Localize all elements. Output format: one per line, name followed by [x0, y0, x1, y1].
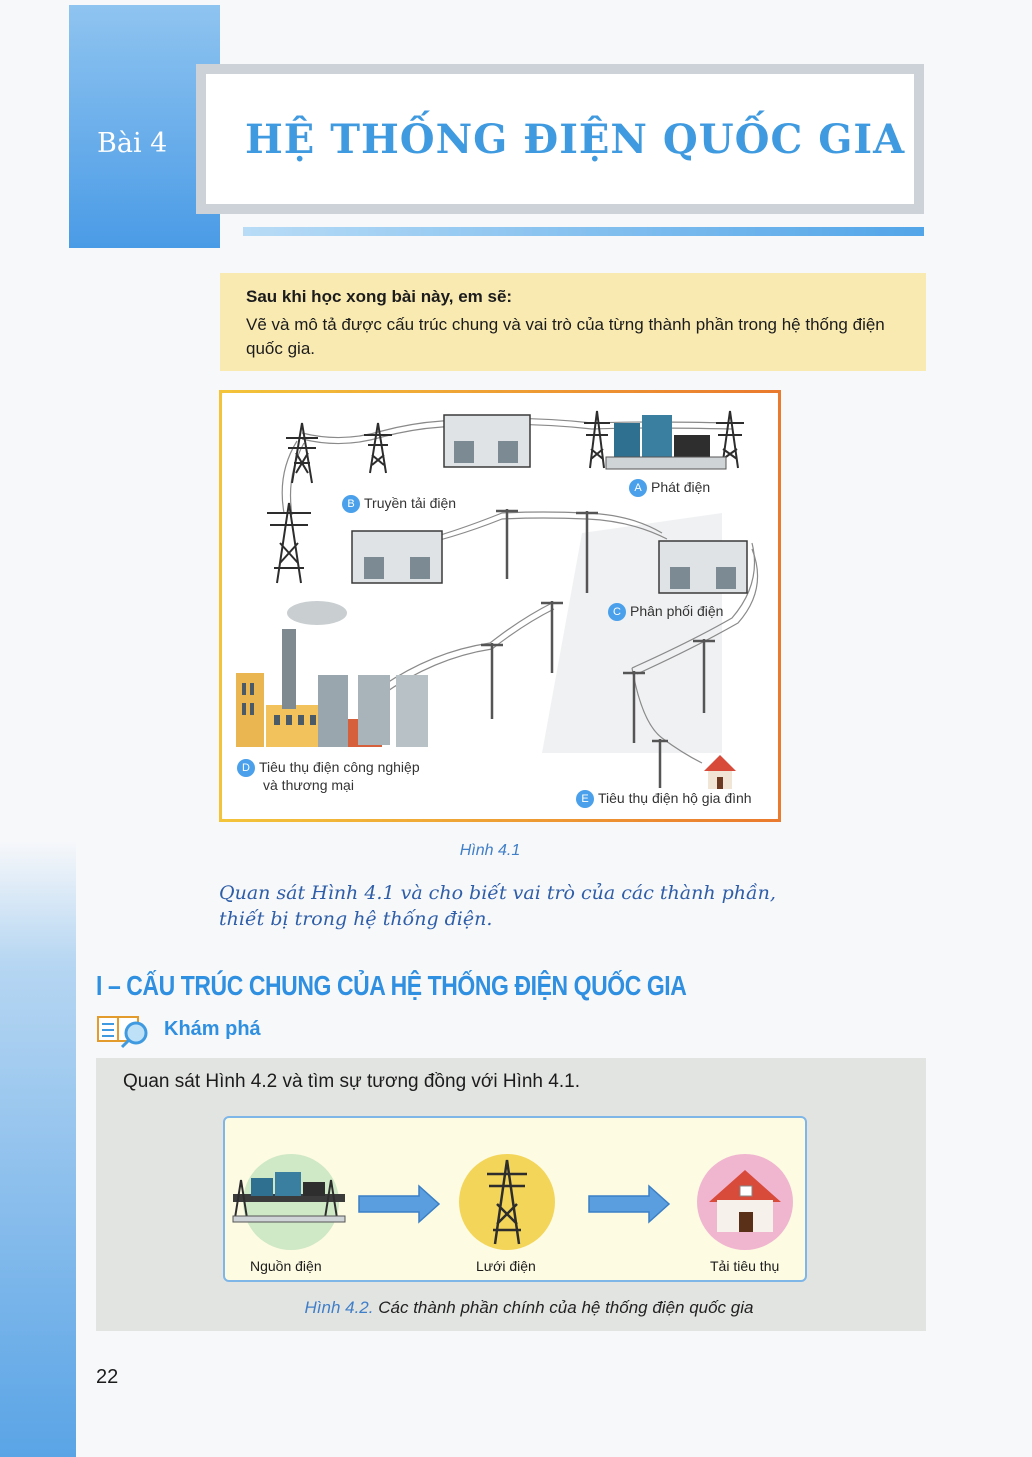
- node-power-source: Nguồn điện: [250, 1258, 322, 1274]
- lesson-number: Bài 4: [97, 128, 168, 159]
- figure-4-2-number: Hình 4.2.: [304, 1298, 374, 1317]
- factory: [236, 601, 428, 747]
- lesson-title: HỆ THỐNG ĐIỆN QUỐC GIA: [245, 116, 906, 163]
- arrow-right-icon: [359, 1186, 439, 1222]
- label-generation: A Phát điện: [629, 479, 710, 497]
- explore-instruction: Quan sát Hình 4.2 và tìm sự tương đồng với Hình 4.1.: [123, 1071, 580, 1092]
- label-household-consumption: E Tiêu thụ điện hộ gia đình: [576, 790, 752, 808]
- figure-4-1-caption: Hình 4.1: [459, 842, 521, 859]
- figure-4-2: [223, 1116, 807, 1282]
- objectives-text: Vẽ và mô tả được cấu trúc chung và vai trò của từng thành phần trong hệ thống điện quốc gia.: [246, 315, 885, 358]
- left-decor-stripe: [0, 840, 76, 1457]
- label-distribution: C Phân phối điện: [608, 603, 723, 621]
- node-load: Tải tiêu thụ: [710, 1258, 780, 1274]
- learning-objectives-box: [220, 273, 926, 371]
- title-underline: [243, 227, 924, 236]
- label-transmission: B Truyền tải điện: [342, 495, 456, 513]
- explore-icon: [96, 1013, 152, 1049]
- explore-label: Khám phá: [164, 1018, 261, 1040]
- page-number: 22: [96, 1366, 119, 1388]
- section-heading: I – CẤU TRÚC CHUNG CỦA HỆ THỐNG ĐIỆN QUỐC GIA: [96, 970, 687, 1001]
- node-grid: Lưới điện: [476, 1258, 536, 1274]
- figure-4-1: [219, 390, 781, 822]
- figure-4-2-text: Các thành phần chính của hệ thống điện quốc gia: [378, 1298, 754, 1317]
- objectives-heading: Sau khi học xong bài này, em sẽ:: [246, 287, 513, 306]
- house-illustration: [704, 755, 736, 789]
- figure-4-2-caption: [0, 1298, 1032, 1318]
- label-industrial-consumption: D Tiêu thụ điện công nghiệp và thương mại: [237, 759, 420, 793]
- figure-question: Quan sát Hình 4.1 và cho biết vai trò của các thành phần, thiết bị trong hệ thống điện.: [219, 882, 776, 930]
- arrow-right-icon: [589, 1186, 669, 1222]
